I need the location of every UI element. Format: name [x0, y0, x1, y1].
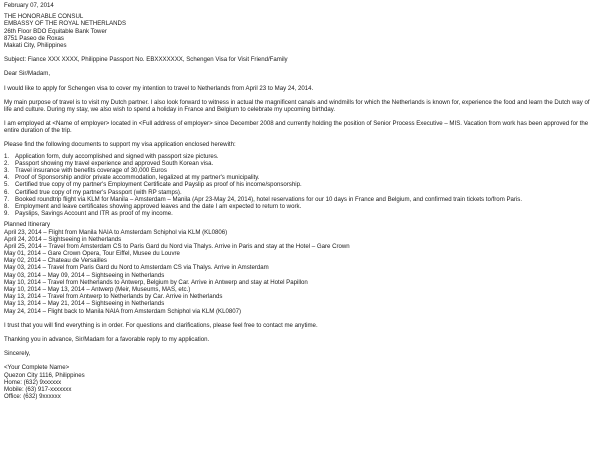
itinerary-item: May 10, 2014 – May 13, 2014 – Antwerp (Meir, Museums, MAS, etc.) [4, 286, 191, 293]
item-number: 3. [4, 167, 10, 174]
purpose-paragraph: My main purpose of travel is to visit my Dutch partner. I also look forward to witness in actual the magnificent canals and windmills for which the Netherlands is known for, experience the food and learn the Dutch way of life and culture. During my stay, we also wish to spend a holiday in France and Belgium to celebrate my upcoming birthday. [4, 98, 590, 113]
itinerary-item: May 03, 2014 – Travel from Paris Gard du Nord to Amsterdam CS via Thalys. Arrive in Amsterdam [4, 264, 269, 272]
item-number: 6. [4, 188, 10, 196]
item-text: Application form, duly accomplished and signed with passport size pictures. [15, 152, 219, 160]
list-item [4, 174, 598, 181]
list-item [4, 181, 598, 188]
item-number: 1. [4, 152, 10, 160]
item-text: Passport showing my travel experience and approved South Korean visa. [15, 159, 214, 167]
item-text: Certified true copy of my partner's Passport (with RP stamps). [15, 188, 182, 196]
item-text: Payslips, Savings Account and ITR as proof of my income. [15, 210, 173, 218]
itinerary-item: April 23, 2014 – Flight from Manila NAIA to Amsterdam Schiphol via KLM (KL0806) [4, 228, 228, 236]
itinerary-item: May 02, 2014 – Chateau de Versailles [4, 257, 107, 265]
list-item [4, 203, 598, 210]
item-number: 2. [4, 159, 10, 167]
salutation: Dear Sir/Madam, [4, 70, 51, 78]
item-number: 8. [4, 202, 10, 210]
item-number: 7. [4, 195, 10, 203]
recipient-line: THE HONORABLE CONSUL [4, 13, 84, 21]
subject-line: Subject: Fiance XXX XXXX, Philippine Passport No. EBXXXXXXX, Schengen Visa for Visit Friend/Family [4, 56, 288, 64]
list-item [4, 210, 598, 217]
item-text: Booked roundtrip flight via KLM for Manila – Amsterdam – Manila (Apr 23-May 24, 2014), hotel reservations for our 10 days in France and Belgium, and confirmed train tickets to/from Paris. [15, 195, 523, 203]
itinerary-item: May 24, 2014 – Flight back to Manila NAIA from Amsterdam Schiphol via KLM (KL0807) [4, 307, 242, 315]
documents-list [4, 153, 598, 218]
signature-line: Quezon City 1116, Philippines [4, 371, 85, 379]
item-number: 5. [4, 181, 10, 189]
item-text: Certified true copy of my partner's Employment Certificate and Payslip as proof of his income/sponsorship. [15, 181, 302, 189]
signature-line: Home: (632) 9xxxxxx [4, 378, 62, 386]
itinerary-item: May 13, 2014 – Travel from Antwerp to Netherlands by Car. Arrive in Netherlands [4, 293, 223, 301]
itinerary-item: April 24, 2014 – Sightseeing in Netherlands [4, 235, 122, 243]
closing: Sincerely, [4, 350, 31, 358]
list-item [4, 160, 598, 167]
list-item [4, 196, 598, 203]
itinerary-item: May 03, 2014 – May 09, 2014 – Sightseeing in Netherlands [4, 271, 165, 279]
list-item [4, 189, 598, 196]
item-number: 9. [4, 210, 10, 218]
list-item [4, 153, 598, 160]
recipient-block [4, 13, 598, 49]
intro-paragraph: I would like to apply for Schengen visa to cover my intention to travel to Netherlands from April 23 to May 24, 2014. [4, 84, 314, 92]
thanks-paragraph: Thanking you in advance, Sir/Madam for a favorable reply to my application. [4, 335, 210, 343]
itinerary-item: May 13, 2014 – May 21, 2014 – Sightseeing in Netherlands [4, 300, 165, 308]
itinerary-item: May 01, 2014 – Gare Crown Opera, Tour Eiffel, Musee du Louvre [4, 250, 180, 258]
signature-block [4, 364, 598, 400]
signature-line: Mobile: (63) 917-xxxxxxx [4, 385, 72, 393]
item-text: Proof of Sponsorship and/or private accommodation, legalized at my partner's municipality. [15, 174, 260, 182]
letter-date: February 07, 2014 [4, 2, 54, 9]
signature-line: <Your Complete Name> [4, 364, 70, 372]
signature-line: Office: (632) 9xxxxxx [4, 393, 61, 401]
item-text: Travel insurance with benefits coverage of 30,000 Euros [15, 167, 167, 174]
recipient-line: 8751 Paseo de Roxas [4, 34, 64, 42]
recipient-line: Makati City, Philippines [4, 41, 67, 49]
employment-paragraph: I am employed at <Name of employer> located in <Full address of employer> since December 2008 and currently holding the position of Senior Process Executive – MIS. Vacation from work has been approved for the entire duration of the trip. [4, 120, 589, 135]
itinerary-item: April 25, 2014 – Travel from Amsterdam CS to Paris Gard du Nord via Thalys. Arrive in Paris and stay at the Hotel – Gare Crown [4, 242, 350, 250]
list-item [4, 167, 598, 174]
recipient-line: EMBASSY OF THE ROYAL NETHERLANDS [4, 20, 127, 28]
itinerary-title: Planned Itinerary [4, 221, 51, 229]
trust-paragraph: I trust that you will find everything is in order. For questions and clarifications, please feel free to contact me anytime. [4, 321, 318, 329]
documents-intro: Please find the following documents to support my visa application enclosed herewith: [4, 141, 236, 149]
itinerary-list [4, 229, 598, 315]
item-text: Employment and leave certificates showing approved leaves and the date I am expected to return to work. [15, 202, 302, 210]
item-number: 4. [4, 174, 10, 182]
itinerary-item: May 10, 2014 – Travel from Netherlands to Antwerp, Belgium by Car. Arrive in Antwerp and stay at Hotel Papillon [4, 278, 308, 286]
recipient-line: 26th Floor BDO Equitable Bank Tower [4, 27, 107, 35]
